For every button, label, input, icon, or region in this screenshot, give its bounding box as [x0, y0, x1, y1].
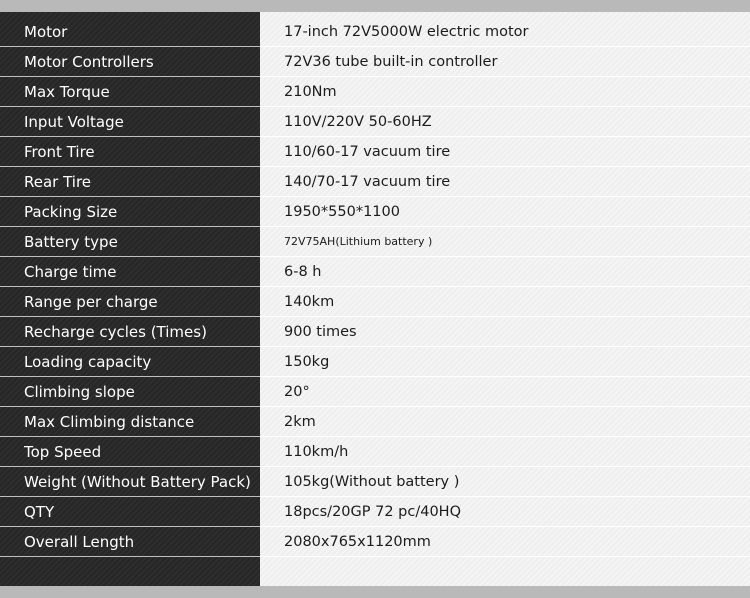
spec-label: Max Climbing distance: [24, 412, 195, 431]
label-row: [0, 437, 260, 467]
value-row: [260, 167, 750, 197]
spec-label: Packing Size: [24, 202, 118, 221]
spec-value: 110V/220V 50-60HZ: [284, 113, 432, 130]
label-row: [0, 17, 260, 47]
spec-label: Motor Controllers: [24, 52, 154, 71]
label-row: [0, 407, 260, 437]
spec-label: QTY: [24, 502, 55, 521]
label-row: [0, 77, 260, 107]
value-row: [260, 137, 750, 167]
spec-value: 72V36 tube built-in controller: [284, 53, 498, 70]
spec-value: 1950*550*1100: [284, 203, 400, 220]
label-row: [0, 347, 260, 377]
spec-label: Loading capacity: [24, 352, 152, 371]
value-row: [260, 347, 750, 377]
value-row: [260, 317, 750, 347]
value-row: [260, 497, 750, 527]
value-row: [260, 377, 750, 407]
spec-value: 17-inch 72V5000W electric motor: [284, 23, 529, 40]
spec-value: 2km: [284, 413, 316, 430]
spec-label: Top Speed: [24, 442, 102, 461]
value-row: [260, 197, 750, 227]
spec-value: 2080x765x1120mm: [284, 533, 431, 550]
spec-label: Climbing slope: [24, 382, 135, 401]
spec-value: 110km/h: [284, 443, 349, 460]
value-row: [260, 47, 750, 77]
label-row: [0, 377, 260, 407]
spec-value: 140/70-17 vacuum tire: [284, 173, 451, 190]
spec-value: 18pcs/20GP 72 pc/40HQ: [284, 503, 461, 520]
label-row: [0, 107, 260, 137]
label-row: [0, 47, 260, 77]
value-row: [260, 257, 750, 287]
label-column: [0, 12, 260, 586]
spec-value: 20°: [284, 383, 310, 400]
value-row: [260, 407, 750, 437]
label-row: [0, 167, 260, 197]
label-row: [0, 317, 260, 347]
spec-label: Front Tire: [24, 142, 95, 161]
spec-label: Max Torque: [24, 82, 110, 101]
label-row: [0, 137, 260, 167]
spec-label: Motor: [24, 22, 68, 41]
spec-value: 210Nm: [284, 83, 337, 100]
spec-label: Charge time: [24, 262, 117, 281]
spec-value: 105kg(Without battery ): [284, 473, 460, 490]
spec-label: Overall Length: [24, 532, 135, 551]
spec-value: 140km: [284, 293, 335, 310]
spec-table: [0, 12, 750, 586]
value-row: [260, 437, 750, 467]
label-row: [0, 257, 260, 287]
spec-label: Battery type: [24, 232, 118, 251]
value-row: [260, 77, 750, 107]
spec-value: 110/60-17 vacuum tire: [284, 143, 451, 160]
value-row: [260, 527, 750, 557]
spec-value: 72V75AH(Lithium battery ): [284, 235, 433, 248]
label-row: [0, 287, 260, 317]
value-row: [260, 287, 750, 317]
value-row: [260, 467, 750, 497]
spec-label: Rear Tire: [24, 172, 92, 191]
value-row: [260, 17, 750, 47]
label-row: [0, 227, 260, 257]
spec-value: 900 times: [284, 323, 357, 340]
spec-value: 6-8 h: [284, 263, 322, 280]
value-row: [260, 107, 750, 137]
spec-label: Range per charge: [24, 292, 158, 311]
label-row: [0, 497, 260, 527]
spec-label: Input Voltage: [24, 112, 124, 131]
spec-value: 150kg: [284, 353, 330, 370]
value-row: [260, 227, 750, 257]
value-column: [260, 12, 750, 586]
spec-label: Recharge cycles (Times): [24, 322, 207, 341]
spec-label: Weight (Without Battery Pack): [24, 472, 251, 491]
label-row: [0, 197, 260, 227]
label-row: [0, 527, 260, 557]
label-row: [0, 467, 260, 497]
